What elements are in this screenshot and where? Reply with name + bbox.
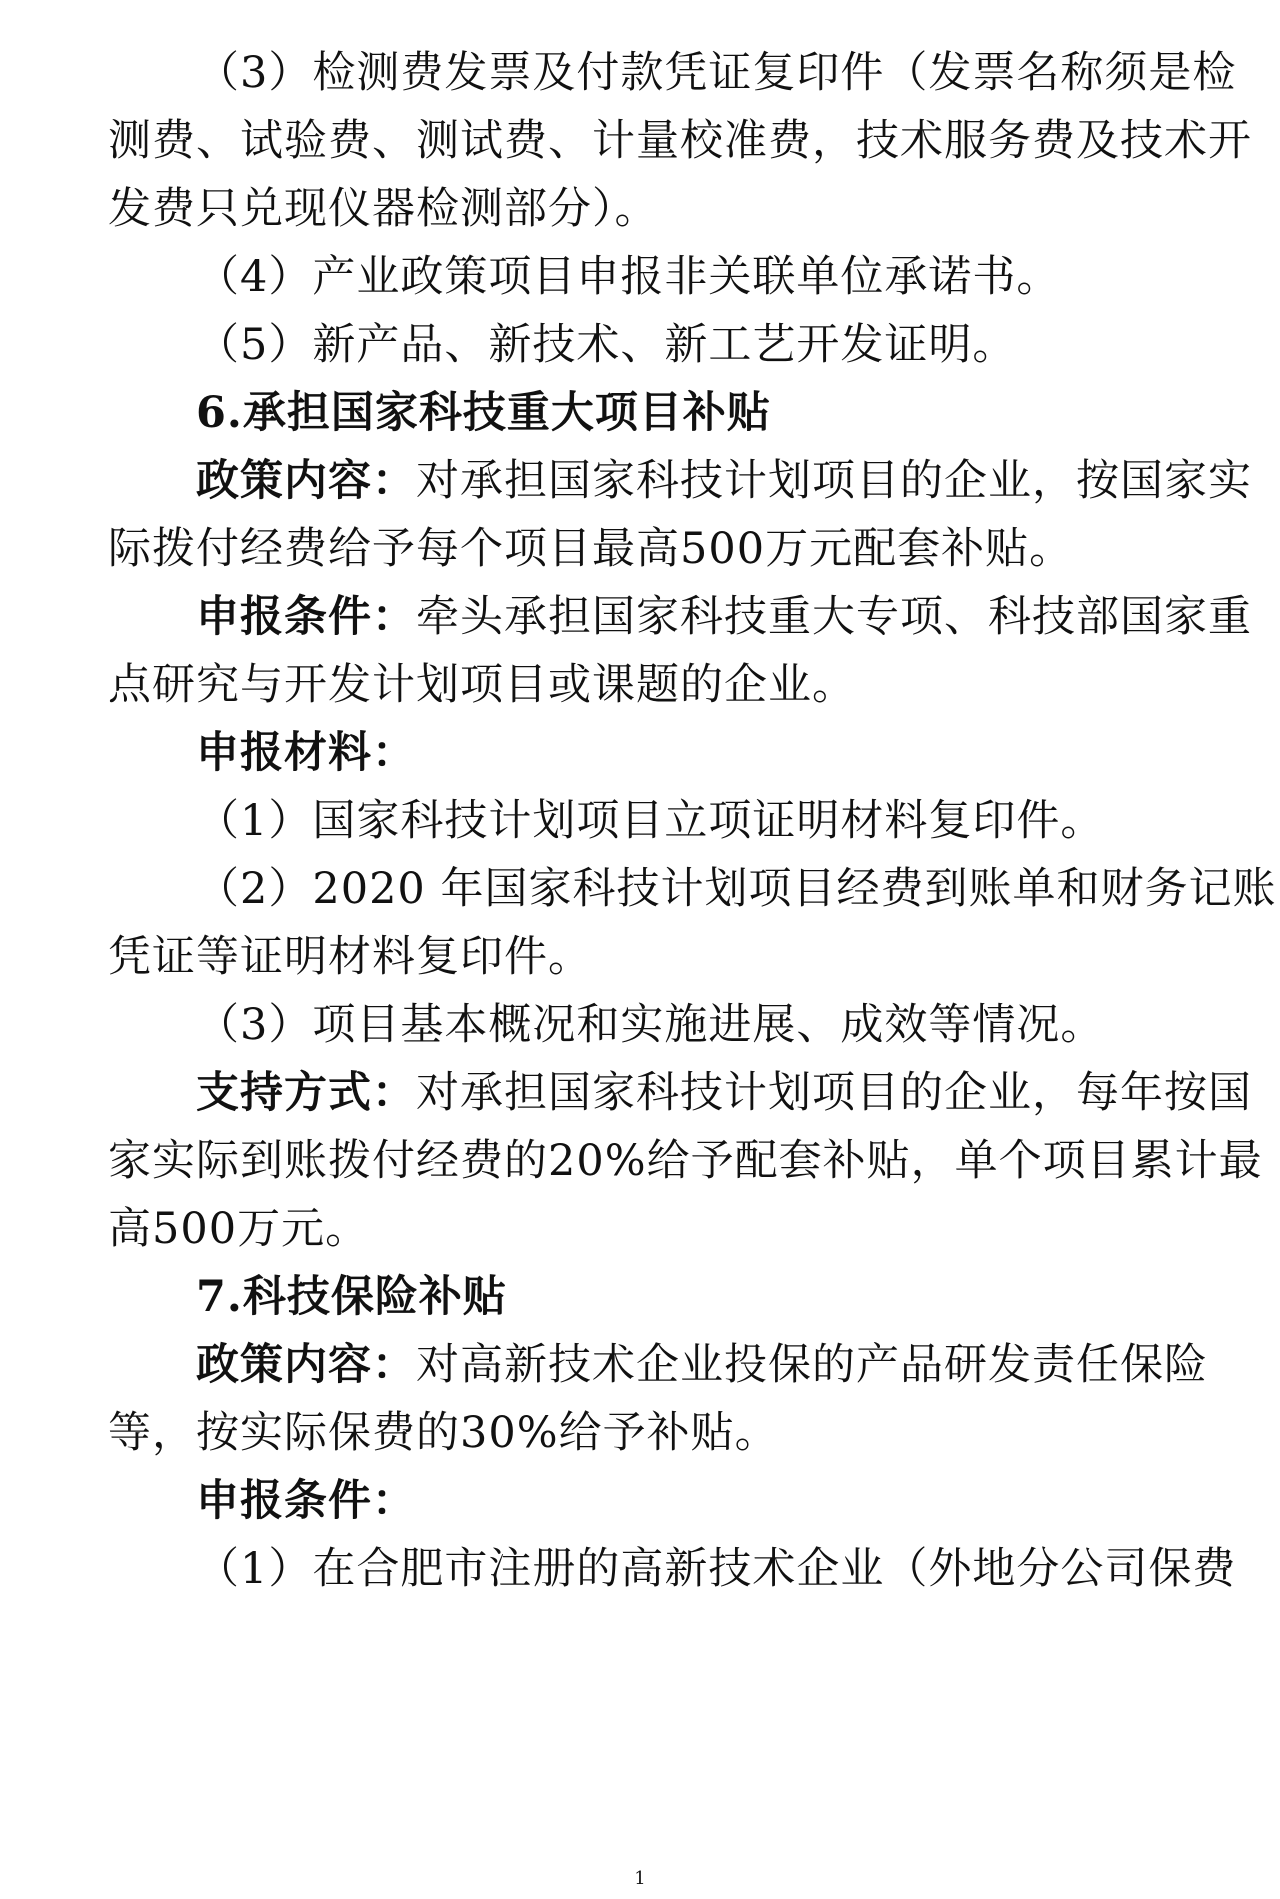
field-label: 支持方式： [196, 1068, 416, 1118]
paragraph-line: 点研究与开发计划项目或课题的企业。 [108, 660, 856, 710]
section-heading: 6.承担国家科技重大项目补贴 [196, 388, 771, 438]
paragraph-line: 测费、试验费、测试费、计量校准费，技术服务费及技术开 [108, 116, 1252, 166]
paragraph-line [196, 452, 1252, 510]
field-label: 政策内容： [196, 456, 416, 506]
paragraph-line: （3）检测费发票及付款凭证复印件（发票名称须是检 [196, 48, 1237, 98]
paragraph-line: （1）在合肥市注册的高新技术企业（外地分公司保费 [196, 1544, 1237, 1594]
section-heading: 7.科技保险补贴 [196, 1272, 507, 1322]
paragraph-line: （4）产业政策项目申报非关联单位承诺书。 [196, 252, 1061, 302]
field-label: 申报条件： [196, 1476, 416, 1526]
paragraph-line: 等，按实际保费的30%给予补贴。 [108, 1408, 779, 1458]
paragraph-line: 际拨付经费给予每个项目最高500万元配套补贴。 [108, 524, 1074, 574]
paragraph-line: （1）国家科技计划项目立项证明材料复印件。 [196, 796, 1105, 846]
paragraph-line: 家实际到账拨付经费的20%给予配套补贴，单个项目累计最 [108, 1136, 1263, 1186]
paragraph-line: 凭证等证明材料复印件。 [108, 932, 592, 982]
paragraph-line: 高500万元。 [108, 1204, 370, 1254]
paragraph-line: （3）项目基本概况和实施进展、成效等情况。 [196, 1000, 1105, 1050]
field-label: 申报条件： [196, 592, 416, 642]
field-label: 申报材料： [196, 728, 416, 778]
paragraph-line: （2）2020 年国家科技计划项目经费到账单和财务记账 [196, 864, 1277, 914]
paragraph-line [196, 588, 1252, 646]
paragraph-line [196, 1336, 1208, 1394]
field-text: 对承担国家科技计划项目的企业，按国家实 [416, 456, 1252, 506]
field-label: 政策内容： [196, 1340, 416, 1390]
field-text: 对承担国家科技计划项目的企业，每年按国 [416, 1068, 1252, 1118]
field-text: 牵头承担国家科技重大专项、科技部国家重 [416, 592, 1252, 642]
paragraph-line: （5）新产品、新技术、新工艺开发证明。 [196, 320, 1017, 370]
page-number: 1 [634, 1868, 646, 1889]
paragraph-line: 发费只兑现仪器检测部分）。 [108, 184, 659, 234]
paragraph-line [196, 1064, 1252, 1122]
field-text: 对高新技术企业投保的产品研发责任保险 [416, 1340, 1208, 1390]
